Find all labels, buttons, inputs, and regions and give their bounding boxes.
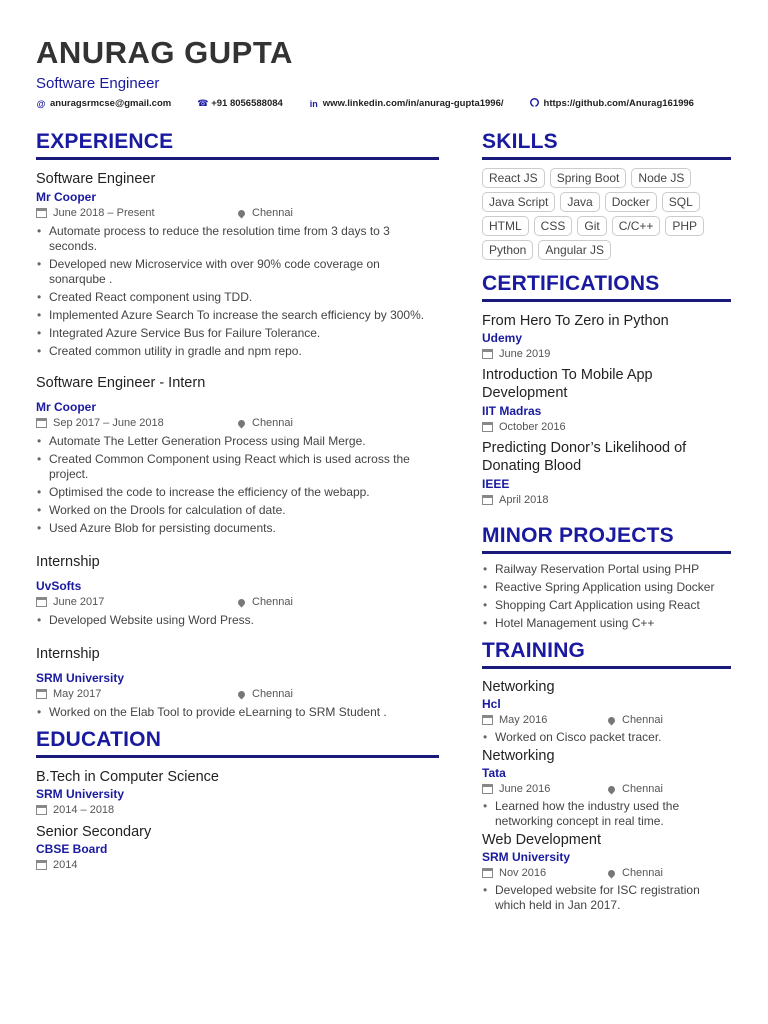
calendar-icon: [482, 495, 493, 505]
entry-org: Mr Cooper: [36, 190, 96, 204]
entry-meta: [482, 867, 731, 879]
entry-meta: [482, 348, 731, 360]
entry-location: Chennai: [622, 714, 663, 726]
education-entry: [36, 769, 439, 816]
list-item: • Reactive Spring Application using Docker: [482, 580, 731, 595]
list-item: • Worked on the Drools for calculation of date.: [36, 503, 439, 518]
entry-date: May 2016: [499, 714, 548, 726]
education-heading: EDUCATION: [36, 728, 439, 758]
skill-tag: Node JS: [631, 168, 691, 188]
calendar-icon: [482, 349, 493, 359]
entry-title: Networking: [482, 679, 555, 695]
linkedin-contact[interactable]: [309, 98, 504, 109]
calendar-icon: [482, 868, 493, 878]
education-entry: [36, 824, 439, 871]
entry-org: CBSE Board: [36, 842, 108, 856]
list-item: • Worked on the Elab Tool to provide eLearning to SRM Student .: [36, 705, 439, 720]
entry-bullets: [482, 883, 731, 913]
entry-org: IEEE: [482, 477, 510, 491]
training-entry: [482, 748, 731, 829]
right-column: [482, 130, 731, 916]
entry-meta: [482, 494, 731, 506]
list-item: • Learned how the industry used the networking concept in real time.: [482, 799, 731, 829]
calendar-icon: [36, 860, 47, 870]
entry-meta: [36, 207, 439, 219]
entry-title: Introduction To Mobile App Development: [482, 367, 653, 401]
location-pin-icon: [607, 784, 617, 794]
entry-meta: [36, 417, 439, 429]
entry-meta: [36, 859, 439, 871]
skill-tag: React JS: [482, 168, 545, 188]
entry-title: B.Tech in Computer Science: [36, 769, 219, 785]
certification-entry: [482, 366, 731, 433]
candidate-name: ANURAG GUPTA: [36, 35, 293, 70]
entry-date: 2014: [53, 859, 78, 871]
location-pin-icon: [237, 418, 247, 428]
entry-meta: [36, 688, 439, 700]
skill-tag: Spring Boot: [550, 168, 627, 188]
skill-tag: Java Script: [482, 192, 555, 212]
entry-title: Networking: [482, 748, 555, 764]
entry-bullets: [482, 730, 731, 745]
email-contact[interactable]: [36, 98, 171, 109]
entry-date: 2014 – 2018: [53, 804, 115, 816]
list-item: • Implemented Azure Search To increase the search efficiency by 300%.: [36, 308, 439, 323]
email-text: anuragsrmcse@gmail.com: [50, 98, 172, 109]
calendar-icon: [36, 208, 47, 218]
calendar-icon: [36, 418, 47, 428]
experience-entry: [36, 375, 439, 536]
calendar-icon: [36, 689, 47, 699]
phone-contact[interactable]: [197, 98, 283, 109]
entry-meta: [36, 596, 439, 608]
skill-tag: Docker: [605, 192, 657, 212]
linkedin-icon: in: [309, 98, 318, 109]
entry-title: Software Engineer - Intern: [36, 375, 206, 391]
calendar-icon: [482, 784, 493, 794]
list-item: • Created Common Component using React which is used across the project.: [36, 452, 439, 482]
list-item: • Worked on Cisco packet tracer.: [482, 730, 731, 745]
github-text: https://github.com/Anurag161996: [543, 98, 694, 109]
skill-tag: SQL: [662, 192, 700, 212]
skills-heading: SKILLS: [482, 130, 731, 160]
entry-org: SRM University: [36, 671, 125, 685]
entry-title: Senior Secondary: [36, 824, 152, 840]
list-item: • Developed website for ISC registration which held in Jan 2017.: [482, 883, 731, 913]
location-pin-icon: [237, 597, 247, 607]
entry-date: June 2019: [499, 348, 551, 360]
entry-org: UvSofts: [36, 579, 82, 593]
experience-entry: [36, 554, 439, 628]
list-item: • Automate process to reduce the resolution time from 3 days to 3 seconds.: [36, 224, 439, 254]
entry-bullets: [36, 434, 439, 536]
entry-org: IIT Madras: [482, 404, 542, 418]
entry-date: May 2017: [53, 688, 102, 700]
entry-location: Chennai: [252, 596, 293, 608]
phone-icon: ☎: [197, 98, 209, 108]
skill-tag: Python: [482, 240, 533, 260]
left-column: [36, 130, 439, 871]
entry-org: Mr Cooper: [36, 400, 96, 414]
skill-tag: PHP: [665, 216, 704, 236]
list-item: • Developed new Microservice with over 90% code coverage on sonarqube .: [36, 257, 439, 287]
skill-tag: Git: [577, 216, 606, 236]
entry-meta: [482, 714, 731, 726]
entry-date: Nov 2016: [499, 867, 547, 879]
entry-date: April 2018: [499, 494, 549, 506]
list-item: • Used Azure Blob for persisting documents.: [36, 521, 439, 536]
entry-title: Predicting Donor’s Likelihood of Donating Blood: [482, 440, 687, 474]
projects-list: [482, 562, 731, 631]
list-item: • Optimised the code to increase the efficiency of the webapp.: [36, 485, 439, 500]
certifications-heading: CERTIFICATIONS: [482, 272, 731, 302]
github-icon: [530, 98, 540, 109]
list-item: • Hotel Management using C++: [482, 616, 731, 631]
experience-entry: [36, 646, 439, 720]
entry-date: June 2016: [499, 783, 551, 795]
training-entry: [482, 832, 731, 913]
list-item: • Created common utility in gradle and npm repo.: [36, 344, 439, 359]
entry-org: SRM University: [482, 850, 571, 864]
calendar-icon: [36, 805, 47, 815]
calendar-icon: [482, 422, 493, 432]
list-item: • Developed Website using Word Press.: [36, 613, 439, 628]
entry-location: Chennai: [622, 783, 663, 795]
list-item: • Created React component using TDD.: [36, 290, 439, 305]
list-item: • Railway Reservation Portal using PHP: [482, 562, 731, 577]
projects-heading: MINOR PROJECTS: [482, 524, 731, 554]
entry-location: Chennai: [622, 867, 663, 879]
entry-meta: [482, 783, 731, 795]
entry-title: Software Engineer: [36, 171, 156, 187]
entry-meta: [36, 804, 439, 816]
location-pin-icon: [237, 208, 247, 218]
entry-org: Tata: [482, 766, 506, 780]
experience-entry: [36, 171, 439, 359]
entry-date: June 2017: [53, 596, 105, 608]
at-icon: @: [36, 98, 46, 109]
skill-tag: HTML: [482, 216, 529, 236]
entry-bullets: [36, 705, 439, 720]
entry-org: Hcl: [482, 697, 501, 711]
location-pin-icon: [607, 868, 617, 878]
skill-tag: Angular JS: [538, 240, 611, 260]
linkedin-text: www.linkedin.com/in/anurag-gupta1996/: [322, 98, 504, 109]
certification-entry: [482, 313, 731, 360]
entry-title: From Hero To Zero in Python: [482, 313, 669, 329]
entry-date: Sep 2017 – June 2018: [53, 417, 164, 429]
training-entry: [482, 679, 731, 745]
skill-tag: Java: [560, 192, 599, 212]
candidate-role: Software Engineer: [36, 75, 160, 92]
calendar-icon: [482, 715, 493, 725]
entry-date: June 2018 – Present: [53, 207, 155, 219]
list-item: • Automate The Letter Generation Process using Mail Merge.: [36, 434, 439, 449]
location-pin-icon: [237, 689, 247, 699]
skill-tag: CSS: [534, 216, 573, 236]
entry-bullets: [36, 613, 439, 628]
list-item: • Shopping Cart Application using React: [482, 598, 731, 613]
entry-org: SRM University: [36, 787, 125, 801]
list-item: • Integrated Azure Service Bus for Failure Tolerance.: [36, 326, 439, 341]
contact-bar: [36, 98, 720, 109]
skills-list: [482, 168, 731, 264]
location-pin-icon: [607, 715, 617, 725]
entry-bullets: [482, 799, 731, 829]
entry-title: Internship: [36, 646, 100, 662]
entry-org: Udemy: [482, 331, 523, 345]
skill-tag: C/C++: [612, 216, 661, 236]
entry-title: Internship: [36, 554, 100, 570]
calendar-icon: [36, 597, 47, 607]
entry-date: October 2016: [499, 421, 566, 433]
entry-title: Web Development: [482, 832, 602, 848]
experience-heading: EXPERIENCE: [36, 130, 439, 160]
entry-location: Chennai: [252, 417, 293, 429]
training-heading: TRAINING: [482, 639, 731, 669]
certification-entry: [482, 439, 731, 506]
phone-text: +91 8056588084: [211, 98, 283, 109]
github-contact[interactable]: [530, 98, 694, 109]
entry-location: Chennai: [252, 688, 293, 700]
entry-meta: [482, 421, 731, 433]
entry-location: Chennai: [252, 207, 293, 219]
entry-bullets: [36, 224, 439, 359]
